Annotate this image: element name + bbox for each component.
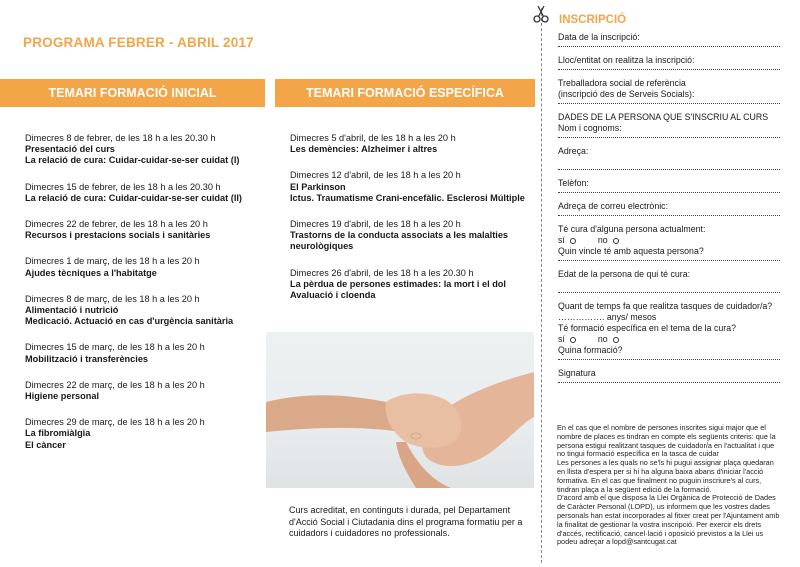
initial-sessions-list [25,133,265,466]
session-topic: Medicació. Actuació en cas d'urgència sanitària [25,316,234,327]
program-title: PROGRAMA FEBRER - ABRIL 2017 [23,35,254,50]
session-topic: El càncer [25,439,66,450]
signature-field[interactable]: Signatura [558,368,780,383]
session-date: Dimecres 22 de març, de les 18 h a les 20 h [25,379,205,390]
care-yes-radio[interactable] [570,238,576,244]
note-paragraph: D'acord amb el que disposa la Llei Orgànica de Protecció de Dades de Caràcter Personal (LOPD), us informem que les vostres dades personals han estat incorporades al fitxer creat per l'Ajuntament amb la finalitat de gestionar la vostra inscripció. Per exercir els drets d'accés, rectificació, cancel·lació i oposició previstos a la Llei us podeu adreçar a lopd@santcugat.cat [557,493,780,547]
session-item [25,294,265,328]
session-date: Dimecres 19 d'abril, de les 18 h a les 20 h [290,219,461,230]
session-topic: Recursos i prestacions socials i sanitàries [25,230,211,241]
session-item [25,256,265,278]
session-topic: Alimentació i nutrició [25,305,119,316]
accreditation-text: Curs acreditat, en continguts i durada, pel Departament d'Acció Social i Ciutadania dins el programa formatiu per a cuidadors i cuidadores no professionals. [289,505,523,538]
hands-photo [266,332,534,488]
session-topic: Ajudes tècniques a l'habitatge [25,267,157,278]
session-topic: Presentació del curs [25,144,115,155]
care-question: Té cura d'alguna persona actualment: sí no Quin vincle té amb aquesta persona? [558,224,780,261]
care-no-radio[interactable] [613,238,619,244]
session-item [25,342,265,364]
session-date: Dimecres 5 d'abril, de les 18 h a les 20 h [290,133,456,143]
initial-training-header: TEMARI FORMACIÓ INICIAL [0,79,265,107]
date-field[interactable]: Data de la inscripció: [558,32,780,47]
note-paragraph: En el cas que el nombre de persones inscrites sigui major que el nombre de places es tindran en compte els següents criteris: que la persona estigui realitzant tasques de cuidador/a en l'actualitat i que no tingui formació específica en la tasca de cuidar [557,423,776,459]
session-topic: Mobilització i transferències [25,353,149,364]
specific-training-header: TEMARI FORMACIÓ ESPECÍFICA [275,79,535,107]
social-worker-field[interactable]: Treballadora social de referència (inscripció des de Serveis Socials): [558,78,780,104]
session-item [25,182,265,204]
session-item [290,170,530,204]
session-date: Dimecres 12 d'abril, de les 18 h a les 20 h [290,170,461,181]
session-topic: El Parkinson [290,181,346,192]
session-topic: Trastorns de la conducta associats a les malalties neurològiques [290,230,509,252]
session-date: Dimecres 15 de febrer, de les 18 h a les 20.30 h [25,181,221,192]
session-topic: La relació de cura: Cuidar-cuidar-se-ser cuidat (II) [25,192,242,203]
phone-field[interactable]: Telèfon: [558,178,780,193]
session-date: Dimecres 22 de febrer, de les 18 h a les 20 h [25,219,208,230]
session-date: Dimecres 8 de març, de les 18 h a les 20 h [25,293,200,304]
session-item [25,219,265,241]
cut-line [541,8,542,563]
name-field[interactable]: DADES DE LA PERSONA QUE S'INSCRIU AL CURS Nom i cognoms: [558,112,780,138]
inscription-title: INSCRIPCIÓ [559,14,627,26]
specific-sessions-list [290,133,530,316]
email-field[interactable]: Adreça de correu electrònic: [558,201,780,216]
session-topic: La fibromiàlgia [25,428,91,439]
training-yes-radio[interactable] [570,337,576,343]
time-caring-field[interactable]: Quant de temps fa que realitza tasques de cuidador/a? ……………. anys/ mesos Té formació específica en el tema de la cura? sí no Quina formació? [558,301,780,360]
session-item [25,417,265,451]
note-paragraph: Les persones a les quals no se'ls hi pugui assignar plaça quedaran en llista d'espera per si hi ha alguna baixa abans d'iniciar l'acció formativa. En el cas que finalment no puguin inscriure's al curs, tindran plaça a la següent edició de la formació. [557,458,774,494]
training-no-radio[interactable] [613,337,619,343]
session-topic: Avaluació i cloenda [290,290,376,301]
session-topic: Higiene personal [25,391,100,402]
inscription-form [558,32,780,391]
place-field[interactable]: Lloc/entitat on realitza la inscripció: [558,55,780,70]
session-topic: La pèrdua de persones estimades: la mort i el dol [290,278,506,289]
session-item [290,268,530,302]
session-date: Dimecres 15 de març, de les 18 h a les 20 h [25,342,205,353]
age-field[interactable]: Edat de la persona de qui té cura: [558,269,780,293]
session-topic: La relació de cura: Cuidar-cuidar-se-ser cuidat (I) [25,155,240,166]
session-topic: Les demències: Alzheimer i altres [290,144,438,155]
session-date: Dimecres 1 de març, de les 18 h a les 20 h [25,256,200,267]
session-item [25,133,265,167]
session-date: Dimecres 29 de març, de les 18 h a les 20 h [25,417,205,428]
session-topic: Ictus. Traumatisme Crani-encefàlic. Esclerosi Múltiple [290,192,525,203]
session-item [290,219,530,253]
session-date: Dimecres 26 d'abril, de les 18 h a les 20.30 h [290,267,474,278]
scissors-icon [531,4,551,24]
legal-notes [557,424,782,547]
session-date: Dimecres 8 de febrer, de les 18 h a les 20.30 h [25,133,216,143]
session-item [290,133,530,155]
session-item [25,380,265,402]
address-field[interactable]: Adreça: [558,146,780,170]
person-data-header: DADES DE LA PERSONA QUE S'INSCRIU AL CURS [558,112,769,122]
